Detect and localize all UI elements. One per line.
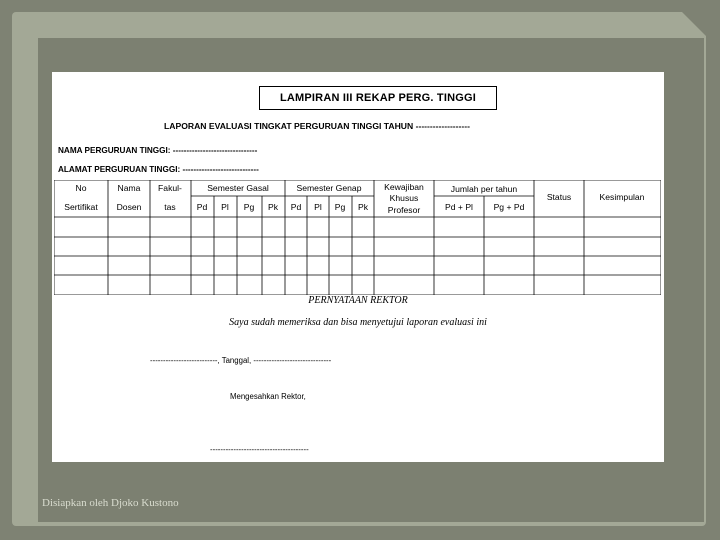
slide-caption: Disiapkan oleh Djoko Kustono — [42, 497, 179, 509]
institution-address-field: ALAMAT PERGURUAN TINGGI: ---------------------------- — [58, 165, 259, 174]
header-semester-genap: Semester Genap — [296, 183, 362, 193]
header-no: No — [75, 183, 87, 193]
statement-text: Saya sudah memeriksa dan bisa menyetujui laporan evaluasi ini — [229, 317, 487, 328]
document-subtitle: LAPORAN EVALUASI TINGKAT PERGURUAN TINGGI TAHUN ------------------- — [164, 121, 470, 131]
approval-label: Mengesahkan Rektor, — [230, 392, 306, 401]
document-title: LAMPIRAN III REKAP PERG. TINGGI — [259, 86, 497, 110]
table-header — [64, 182, 644, 215]
header-nama: Nama — [117, 183, 141, 193]
header-semester-gasal: Semester Gasal — [207, 183, 269, 193]
institution-name-field: NAMA PERGURUAN TINGGI: ------------------------------- — [58, 146, 258, 155]
header-sertifikat: Sertifikat — [64, 202, 98, 212]
statement-title: PERNYATAAN REKTOR — [308, 295, 408, 306]
header-profesor: Profesor — [387, 205, 421, 215]
signature-line: -------------------------------------- — [210, 445, 309, 454]
header-fakul: Fakul- — [158, 183, 182, 193]
header-genap-pg: Pg — [334, 202, 346, 212]
header-genap-pd: Pd — [290, 202, 302, 212]
header-kesimpulan: Kesimpulan — [599, 192, 645, 202]
header-tas: tas — [164, 202, 176, 212]
document-image — [52, 72, 664, 462]
header-gasal-pg: Pg — [243, 202, 255, 212]
header-gasal-pd: Pd — [196, 202, 208, 212]
header-dosen: Dosen — [116, 202, 142, 212]
date-line: --------------------------, Tanggal, ------------------------------ — [150, 356, 332, 365]
evaluation-table — [54, 180, 661, 295]
header-jumlah-pg-pd: Pg + Pd — [493, 202, 525, 212]
header-status: Status — [546, 192, 572, 202]
header-gasal-pl: Pl — [221, 202, 229, 212]
slide-corner-notch — [682, 12, 708, 38]
header-jumlah-per-tahun: Jumlah per tahun — [450, 184, 518, 194]
header-gasal-pk: Pk — [267, 202, 279, 212]
header-jumlah-pd-pl: Pd + Pl — [445, 202, 473, 212]
header-genap-pk: Pk — [357, 202, 369, 212]
header-khusus: Khusus — [389, 193, 419, 203]
header-kewajiban: Kewajiban — [384, 182, 424, 192]
header-genap-pl: Pl — [314, 202, 322, 212]
